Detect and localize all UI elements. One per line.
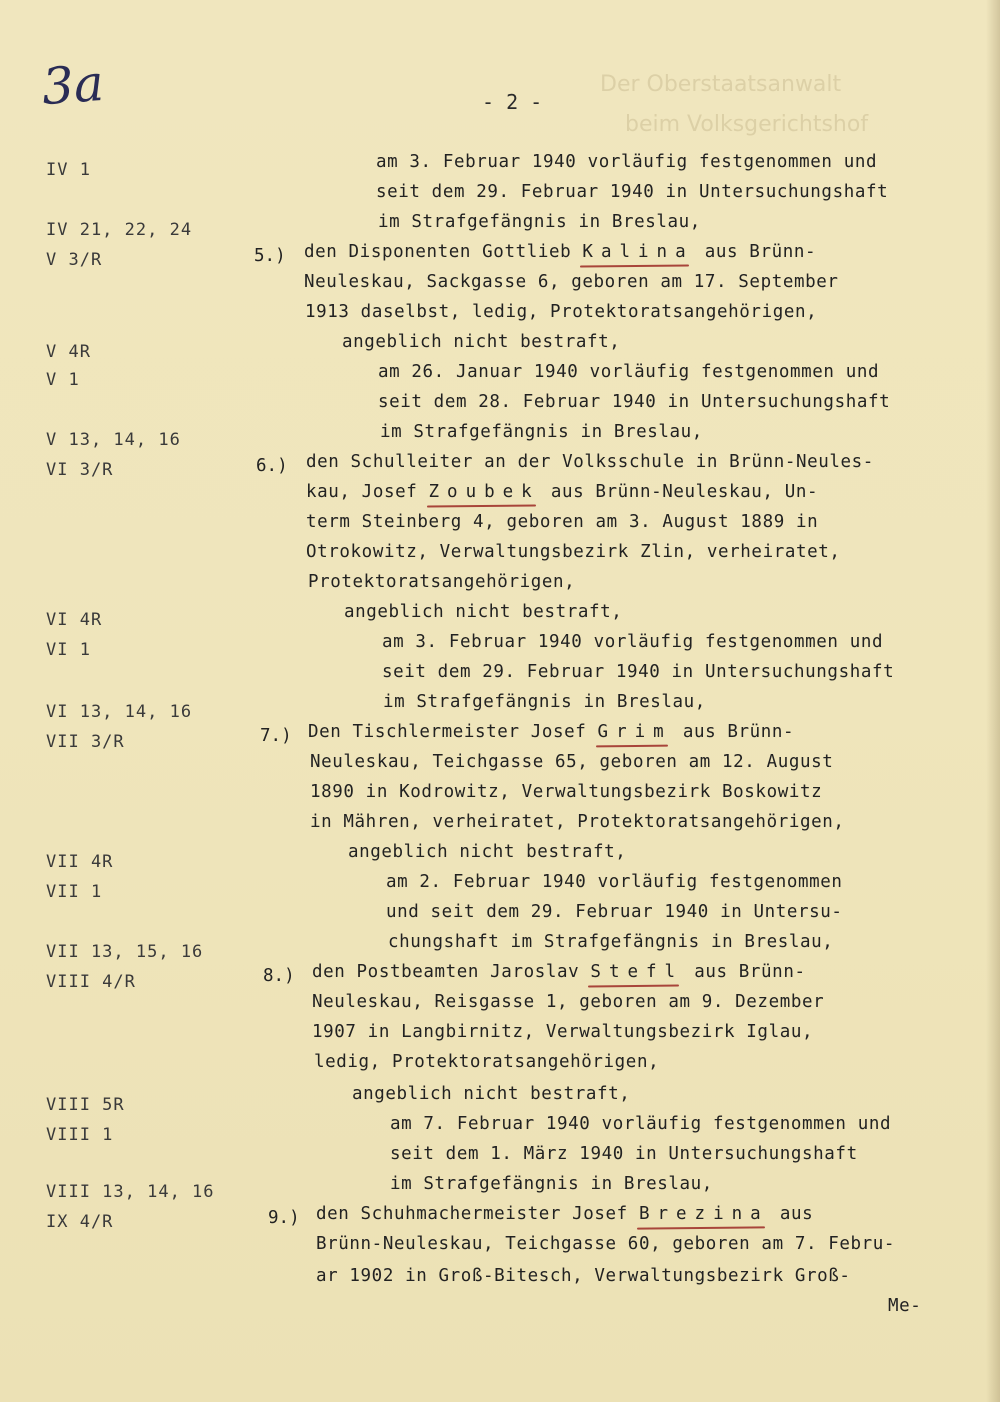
margin-ref: VII 3/R: [46, 732, 125, 752]
text-segment: aus: [768, 1204, 814, 1224]
text-line: den Schulleiter an der Volksschule in Brünn-Neules-: [306, 452, 874, 472]
text-segment: Den Tischlermeister Josef: [308, 722, 598, 742]
margin-ref: VII 4R: [46, 852, 114, 872]
text-segment: den Disponenten Gottlieb: [304, 242, 583, 262]
defendant-name: Kalina: [582, 242, 694, 262]
text-line: Protektoratsangehörigen,: [308, 572, 576, 592]
text-line: 1913 daselbst, ledig, Protektoratsangehörigen,: [305, 302, 818, 322]
text-segment: kau, Josef: [306, 482, 429, 502]
text-line: [312, 962, 806, 982]
defendant-name: Stefl: [590, 962, 684, 982]
bleed-through-text-1: Der Oberstaatsanwalt: [600, 72, 842, 97]
margin-ref: VIII 1: [46, 1125, 114, 1145]
text-line: am 3. Februar 1940 vorläufig festgenommen und: [382, 632, 884, 652]
text-line: und seit dem 29. Februar 1940 in Untersu-: [386, 902, 843, 922]
text-line: angeblich nicht bestraft,: [352, 1084, 631, 1104]
text-segment: aus Brünn-: [671, 722, 795, 742]
text-line: seit dem 29. Februar 1940 in Untersuchungshaft: [382, 662, 895, 682]
text-line: im Strafgefängnis in Breslau,: [383, 692, 706, 712]
text-line: Me-: [888, 1296, 922, 1316]
text-line: ledig, Protektoratsangehörigen,: [314, 1052, 660, 1072]
text-line: [308, 722, 794, 742]
margin-ref: V 3/R: [46, 250, 103, 270]
margin-ref: VII 13, 15, 16: [46, 942, 204, 962]
margin-ref: VIII 13, 14, 16: [46, 1182, 215, 1202]
item-number-7: 7.): [260, 726, 292, 746]
margin-ref: VIII 4/R: [46, 972, 136, 992]
defendant-name: Brezina: [638, 1204, 769, 1224]
margin-ref: VI 1: [46, 640, 91, 660]
text-line: term Steinberg 4, geboren am 3. August 1889 in: [306, 512, 819, 532]
text-line: 1907 in Langbirnitz, Verwaltungsbezirk Iglau,: [312, 1022, 814, 1042]
margin-ref: IX 4/R: [46, 1212, 114, 1232]
text-line: [316, 1204, 813, 1224]
text-line: am 2. Februar 1940 vorläufig festgenommen: [386, 872, 843, 892]
margin-ref: IV 1: [46, 160, 91, 180]
text-line: in Mähren, verheiratet, Protektoratsangehörigen,: [310, 812, 845, 832]
margin-ref: VII 1: [46, 882, 103, 902]
text-line: seit dem 1. März 1940 in Untersuchungshaft: [390, 1144, 858, 1164]
text-line: Neuleskau, Reisgasse 1, geboren am 9. Dezember: [312, 992, 825, 1012]
margin-ref: VI 13, 14, 16: [46, 702, 193, 722]
text-line: angeblich nicht bestraft,: [344, 602, 623, 622]
text-line: [304, 242, 816, 262]
text-line: chungshaft im Strafgefängnis in Breslau,: [388, 932, 834, 952]
text-segment: aus Brünn-: [693, 242, 817, 262]
margin-ref: VIII 5R: [46, 1095, 125, 1115]
text-line: seit dem 28. Februar 1940 in Untersuchungshaft: [378, 392, 891, 412]
text-segment: den Schuhmachermeister Josef: [316, 1204, 639, 1224]
handwritten-page-note: 3a: [40, 53, 106, 117]
paper-edge-shadow: [986, 0, 1000, 1402]
text-line: seit dem 29. Februar 1940 in Untersuchungshaft: [376, 182, 889, 202]
page-number: - 2 -: [482, 90, 543, 114]
margin-ref: IV 21, 22, 24: [46, 220, 193, 240]
text-line: angeblich nicht bestraft,: [348, 842, 627, 862]
text-line: Brünn-Neuleskau, Teichgasse 60, geboren am 7. Febru-: [316, 1234, 896, 1254]
text-line: 1890 in Kodrowitz, Verwaltungsbezirk Boskowitz: [310, 782, 823, 802]
item-number-6: 6.): [256, 456, 288, 476]
text-line: ar 1902 in Groß-Bitesch, Verwaltungsbezirk Groß-: [316, 1266, 851, 1286]
text-line: Otrokowitz, Verwaltungsbezirk Zlin, verheiratet,: [306, 542, 841, 562]
text-segment: den Postbeamten Jaroslav: [312, 962, 591, 982]
text-line: am 7. Februar 1940 vorläufig festgenommen und: [390, 1114, 892, 1134]
margin-ref: VI 3/R: [46, 460, 114, 480]
text-line: am 3. Februar 1940 vorläufig festgenommen und: [376, 152, 878, 172]
text-line: im Strafgefängnis in Breslau,: [378, 212, 701, 232]
defendant-name: Zoubek: [428, 482, 540, 502]
margin-ref: V 13, 14, 16: [46, 430, 181, 450]
text-line: Neuleskau, Teichgasse 65, geboren am 12. August: [310, 752, 834, 772]
item-number-8: 8.): [263, 966, 295, 986]
text-line: am 26. Januar 1940 vorläufig festgenommen und: [378, 362, 880, 382]
text-line: im Strafgefängnis in Breslau,: [390, 1174, 713, 1194]
text-segment: aus Brünn-: [683, 962, 806, 982]
text-line: [306, 482, 818, 502]
item-number-5: 5.): [254, 246, 286, 266]
bleed-through-text-2: beim Volksgerichtshof: [625, 112, 869, 137]
text-line: im Strafgefängnis in Breslau,: [380, 422, 703, 442]
text-line: angeblich nicht bestraft,: [342, 332, 621, 352]
margin-ref: VI 4R: [46, 610, 103, 630]
margin-ref: V 4R: [46, 342, 91, 362]
item-number-9: 9.): [268, 1208, 300, 1228]
text-line: Neuleskau, Sackgasse 6, geboren am 17. September: [304, 272, 839, 292]
margin-ref: V 1: [46, 370, 80, 390]
text-segment: aus Brünn-Neuleskau, Un-: [539, 482, 819, 502]
defendant-name: Grim: [597, 722, 672, 742]
